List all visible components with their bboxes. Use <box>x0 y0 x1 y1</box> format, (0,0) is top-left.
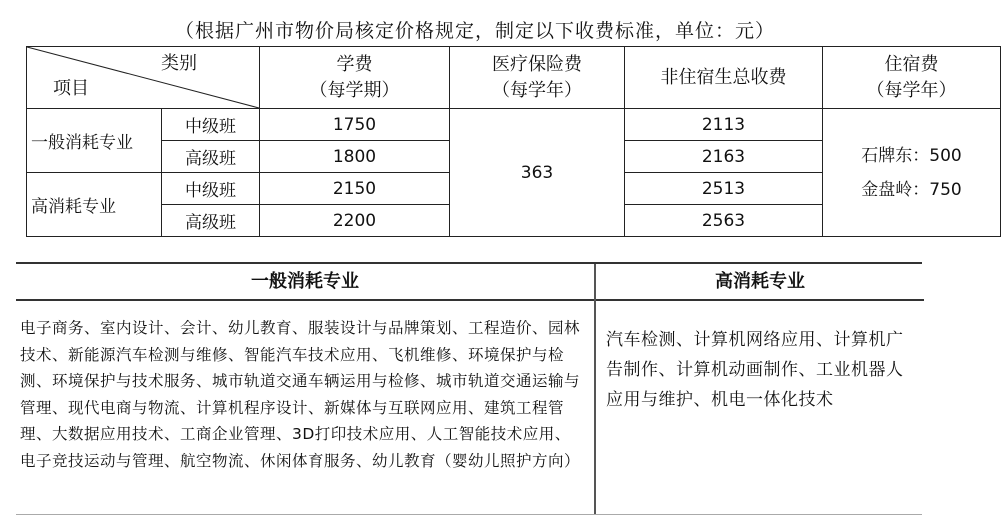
majors-table <box>16 262 922 515</box>
group-name: 高消耗专业 <box>27 173 162 237</box>
medical-fee-cell: 363 <box>450 109 625 237</box>
accommodation-shipaidong: 石牌东：500 <box>861 145 962 166</box>
accommodation-header-label: 住宿费 <box>884 53 939 75</box>
total-cell: 2513 <box>625 173 823 205</box>
category-label: 类别 <box>161 53 197 74</box>
medical-header <box>450 47 625 109</box>
accommodation-cell <box>823 109 1001 237</box>
tuition-cell: 2150 <box>260 173 450 205</box>
high-majors-column <box>594 264 924 514</box>
accommodation-header <box>823 47 1001 109</box>
tuition-header-unit: （每学期） <box>309 79 400 101</box>
diagonal-header-cell <box>27 47 260 109</box>
total-header: 非住宿生总收费 <box>625 47 823 109</box>
level-cell: 中级班 <box>162 173 260 205</box>
high-majors-list: 汽车检测、计算机网络应用、计算机广告制作、计算机动画制作、工业机器人应用与维护、机电一体化技术 <box>606 330 904 410</box>
total-cell: 2563 <box>625 205 823 237</box>
fee-table <box>26 46 1001 237</box>
general-majors-title: 一般消耗专业 <box>16 264 594 301</box>
item-label: 项目 <box>53 78 89 99</box>
tuition-cell: 1800 <box>260 141 450 173</box>
accommodation-header-unit: （每学年） <box>866 79 957 101</box>
high-majors-title: 高消耗专业 <box>596 264 924 301</box>
level-cell: 高级班 <box>162 205 260 237</box>
accommodation-jinpanling: 金盘岭：750 <box>861 179 962 200</box>
medical-header-label: 医疗保险费 <box>492 53 582 75</box>
tuition-header-label: 学费 <box>336 53 373 75</box>
tuition-cell: 1750 <box>260 109 450 141</box>
level-cell: 高级班 <box>162 141 260 173</box>
medical-header-unit: （每学年） <box>492 79 582 101</box>
fee-table-header-row <box>27 47 1001 109</box>
tuition-header <box>260 47 450 109</box>
general-majors-column <box>16 264 594 514</box>
level-cell: 中级班 <box>162 109 260 141</box>
total-cell: 2163 <box>625 141 823 173</box>
tuition-cell: 2200 <box>260 205 450 237</box>
group-name: 一般消耗专业 <box>27 109 162 173</box>
table-row <box>27 109 1001 141</box>
total-cell: 2113 <box>625 109 823 141</box>
general-majors-list: 电子商务、室内设计、会计、幼儿教育、服装设计与品牌策划、工程造价、园林技术、新能源汽车检测与维修、智能汽车技术应用、飞机维修、环境保护与检测、环境保护与技术服务、城市轨道交通车辆运用与检修、城市轨道交通运输与管理、现代电商与物流、计算机程序设计、新媒体与互联网应用、建筑工程管理、大数据应用技术、工商企业管理、3D打印技术应用、人工智能技术应用、电子竞技运动与管理、航空物流、休闲体育服务、幼儿教育（婴幼儿照护方向） <box>20 319 581 470</box>
fee-caption: （根据广州市物价局核定价格规定，制定以下收费标准，单位：元） <box>174 20 775 42</box>
